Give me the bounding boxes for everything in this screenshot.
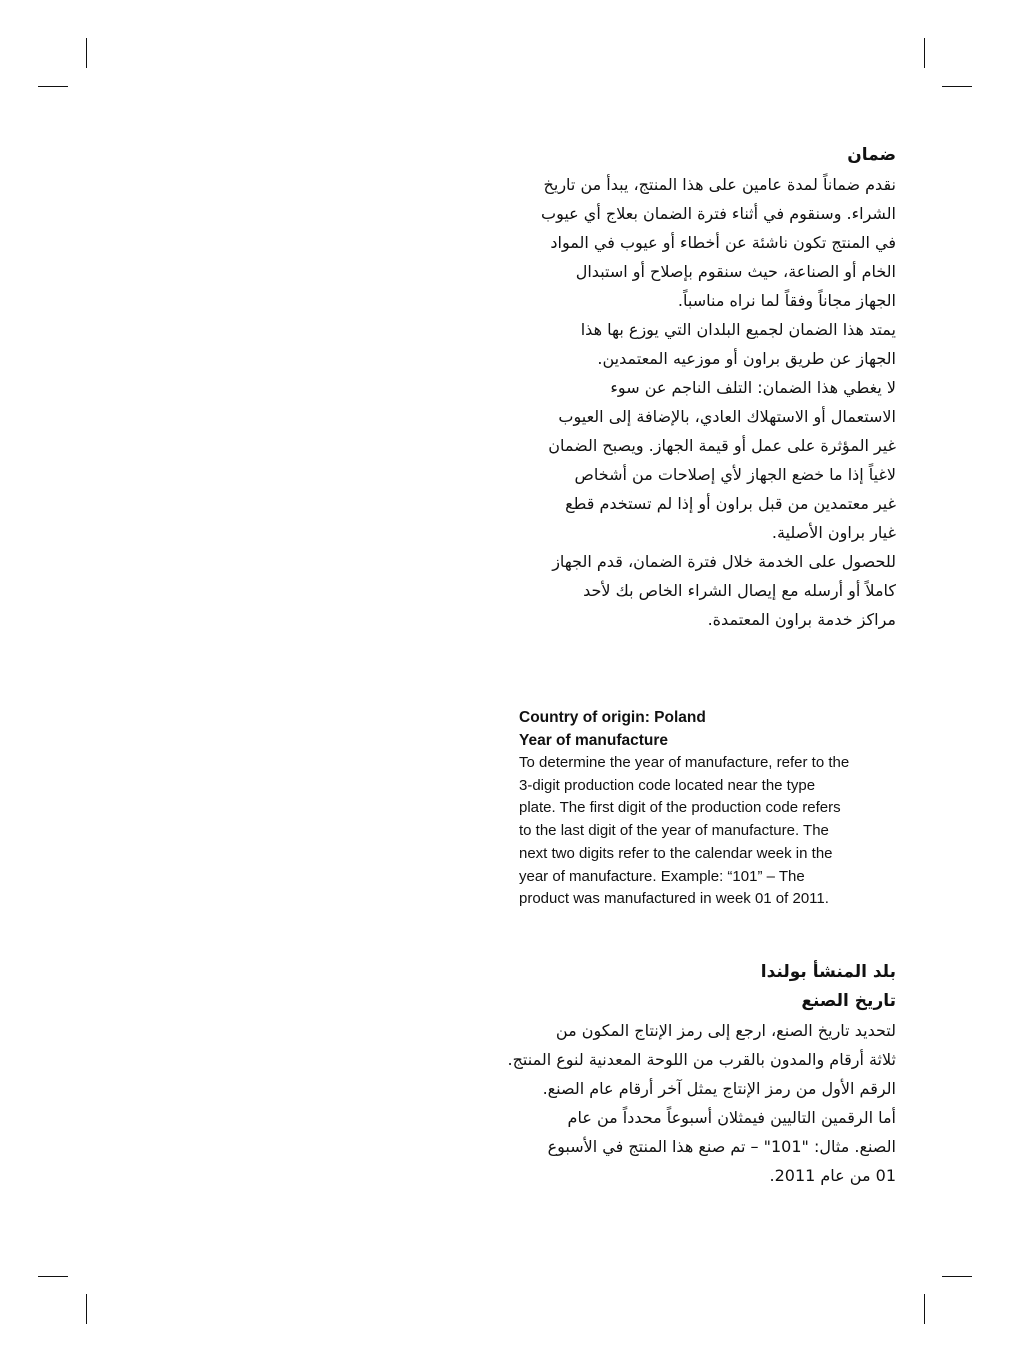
crop-mark-bottom-right-horizontal — [942, 1276, 972, 1277]
origin-paragraph-line: next two digits refer to the calendar week in the — [519, 844, 833, 862]
country-of-origin-title: Country of origin: Poland — [519, 709, 706, 726]
crop-mark-bottom-left-vertical — [86, 1294, 87, 1324]
warranty-line: غير معتمدين من قبل براون أو إذا لم تستخدم قطع — [565, 494, 896, 513]
warranty-line: الخام أو الصناعة، حيث سنقوم بإصلاح أو استبدال — [575, 262, 896, 281]
warranty-line: للحصول على الخدمة خلال فترة الضمان، قدم الجهاز — [552, 552, 896, 571]
crop-mark-top-right-horizontal — [942, 86, 972, 87]
warranty-line: الشراء. وسنقوم في أثناء فترة الضمان بعلاج أي عيوب — [541, 204, 896, 223]
year-of-manufacture-title-arabic: تاريخ الصنع — [801, 991, 896, 1011]
country-of-origin-title-arabic: بلد المنشأ بولندا — [760, 962, 896, 982]
warranty-title: ضمان — [847, 145, 896, 165]
crop-mark-top-left-vertical — [86, 38, 87, 68]
warranty-line: غير المؤثرة على عمل أو قيمة الجهاز. ويصبح الضمان — [548, 436, 896, 455]
warranty-line: مراكز خدمة براون المعتمدة. — [707, 610, 896, 629]
warranty-line: الجهاز عن طريق براون أو موزعيه المعتمدين. — [597, 349, 896, 368]
crop-mark-top-left-horizontal — [38, 86, 68, 87]
warranty-line: كاملاً أو أرسله مع إيصال الشراء الخاص بك لأحد — [583, 581, 896, 600]
warranty-line: يمتد هذا الضمان لجميع البلدان التي يوزع بها هذا — [580, 320, 896, 339]
warranty-line: لا يغطي هذا الضمان: التلف الناجم عن سوء — [610, 378, 896, 397]
origin-paragraph-line: plate. The first digit of the production code refers — [519, 799, 841, 817]
origin-paragraph-line-arabic: الصنع. مثال: "101" – تم صنع هذا المنتج في الأسبوع — [547, 1137, 896, 1156]
origin-paragraph-line-arabic: لتحديد تاريخ الصنع، ارجع إلى رمز الإنتاج المكون من — [555, 1021, 896, 1040]
crop-mark-bottom-left-horizontal — [38, 1276, 68, 1277]
warranty-line: لاغياً إذا ما خضع الجهاز لأي إصلاحات من أشخاص — [574, 465, 896, 484]
origin-section-arabic — [507, 958, 896, 1190]
origin-paragraph-line-arabic: الرقم الأول من رمز الإنتاج يمثل آخر أرقام عام الصنع. — [542, 1079, 896, 1098]
origin-paragraph-line: To determine the year of manufacture, refer to the — [519, 754, 850, 771]
warranty-section-arabic — [516, 141, 896, 634]
origin-paragraph-line: to the last digit of the year of manufacture. The — [519, 822, 829, 840]
origin-paragraph-line: year of manufacture. Example: “101” – The — [519, 867, 805, 885]
origin-paragraph-line-arabic: 01 من عام 2011. — [769, 1166, 896, 1185]
warranty-line: نقدم ضماناً لمدة عامين على هذا المنتج، يبدأ من تاريخ — [543, 175, 896, 194]
warranty-line: غيار براون الأصلية. — [771, 523, 896, 542]
origin-section-english — [519, 706, 899, 911]
origin-paragraph-line: product was manufactured in week 01 of 2011. — [519, 890, 829, 908]
crop-mark-bottom-right-vertical — [924, 1294, 925, 1324]
warranty-line: في المنتج تكون ناشئة عن أخطاء أو عيوب في المواد — [550, 233, 896, 252]
origin-paragraph-line-arabic: أما الرقمين التاليين فيمثلان أسبوعاً محدداً من عام — [567, 1108, 896, 1127]
warranty-line: الاستعمال أو الاستهلاك العادي، بالإضافة إلى العيوب — [558, 407, 896, 426]
origin-paragraph-line: 3-digit production code located near the type — [519, 776, 816, 794]
crop-mark-top-right-vertical — [924, 38, 925, 68]
warranty-line: الجهاز مجاناً وفقاً لما نراه مناسباً. — [677, 291, 896, 310]
year-of-manufacture-title: Year of manufacture — [519, 732, 669, 749]
origin-paragraph-line-arabic: ثلاثة أرقام والمدون بالقرب من اللوحة المعدنية لنوع المنتج. — [507, 1050, 896, 1069]
